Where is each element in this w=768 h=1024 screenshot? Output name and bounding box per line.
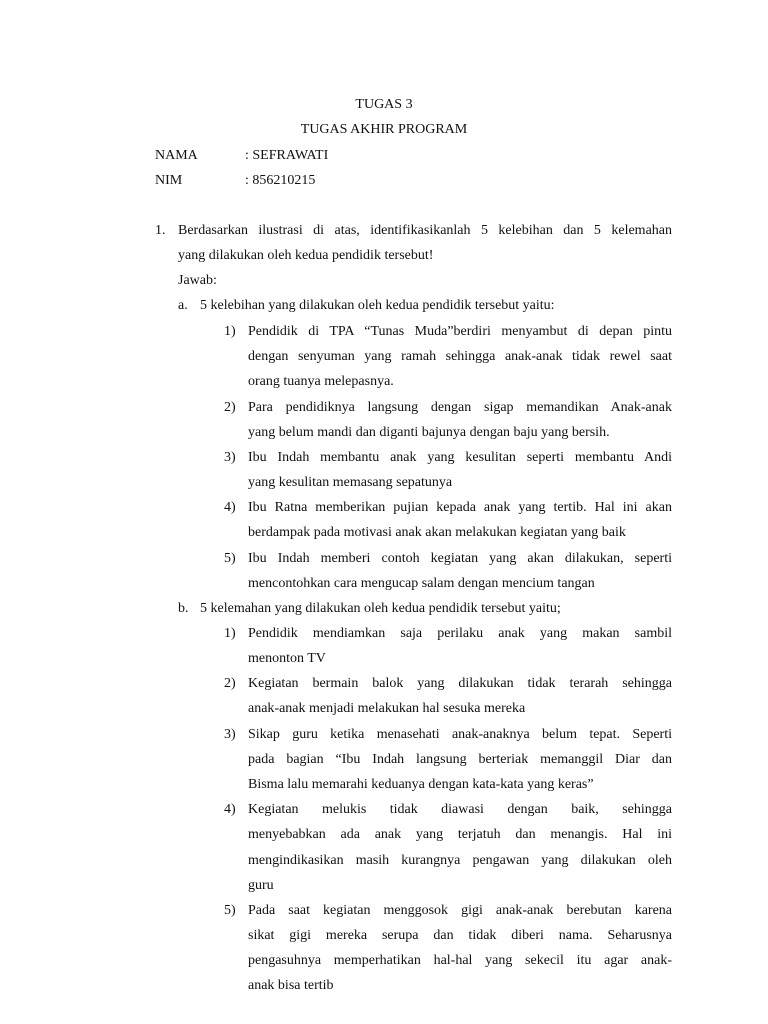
name-value: : SEFRAWATI <box>245 148 329 163</box>
nim-value: : 856210215 <box>245 173 316 188</box>
list-marker: 4) <box>224 802 236 817</box>
list-item-line: Para pendidiknya langsung dengan sigap memandikan Anak-anak <box>248 400 672 415</box>
list-marker: 3) <box>224 727 236 742</box>
list-marker: 1) <box>224 324 236 339</box>
section-b-heading: 5 kelemahan yang dilakukan oleh kedua pendidik tersebut yaitu; <box>200 601 561 616</box>
list-item-line: menyebabkan ada anak yang terjatuh dan menangis. Hal ini <box>248 827 672 842</box>
question-number: 1. <box>155 223 166 238</box>
list-marker: 5) <box>224 903 236 918</box>
list-item-line: dengan senyuman yang ramah sehingga anak-anak tidak rewel saat <box>248 349 672 364</box>
name-label: NAMA <box>155 148 198 163</box>
list-item-line: pengasuhnya memperhatikan hal-hal yang sekecil itu agar anak- <box>248 953 672 968</box>
list-item-line: berdampak pada motivasi anak akan melakukan kegiatan yang baik <box>248 525 626 540</box>
list-item-line: guru <box>248 878 274 893</box>
list-marker: 1) <box>224 626 236 641</box>
question-line: Berdasarkan ilustrasi di atas, identifikasikanlah 5 kelebihan dan 5 kelemahan <box>178 223 672 238</box>
list-marker: 4) <box>224 500 236 515</box>
nim-label: NIM <box>155 173 183 188</box>
list-item-line: Kegiatan bermain balok yang dilakukan tidak terarah sehingga <box>248 676 672 691</box>
list-item-line: pada bagian “Ibu Indah langsung berteriak memanggil Diar dan <box>248 752 672 767</box>
list-item-line: anak-anak menjadi melakukan hal sesuka mereka <box>248 701 526 716</box>
answer-label: Jawab: <box>178 273 217 288</box>
list-item-line: Pendidik mendiamkan saja perilaku anak yang makan sambil <box>248 626 672 641</box>
list-marker: 2) <box>224 676 236 691</box>
section-b-marker: b. <box>178 601 189 616</box>
list-item-line: Ibu Indah membantu anak yang kesulitan seperti membantu Andi <box>248 450 672 465</box>
list-item-line: yang kesulitan memasang sepatunya <box>248 475 453 490</box>
list-item-line: Pendidik di TPA “Tunas Muda”berdiri menyambut di depan pintu <box>248 324 672 339</box>
list-item-line: orang tuanya melepasnya. <box>248 374 394 389</box>
list-item-line: Bisma lalu memarahi keduanya dengan kata-kata yang keras” <box>248 777 594 792</box>
list-item-line: menonton TV <box>248 651 326 666</box>
list-item-line: anak bisa tertib <box>248 978 334 993</box>
list-item-line: Kegiatan melukis tidak diawasi dengan baik, sehingga <box>248 802 672 817</box>
list-item-line: sikat gigi mereka serupa dan tidak diberi nama. Seharusnya <box>248 928 672 943</box>
list-item-line: Sikap guru ketika menasehati anak-anaknya belum tepat. Seperti <box>248 727 672 742</box>
list-item-line: yang belum mandi dan diganti bajunya dengan baju yang bersih. <box>248 425 610 440</box>
list-item-line: Ibu Indah memberi contoh kegiatan yang akan dilakukan, seperti <box>248 551 672 566</box>
list-marker: 5) <box>224 551 236 566</box>
list-marker: 2) <box>224 400 236 415</box>
list-item-line: Pada saat kegiatan menggosok gigi anak-anak berebutan karena <box>248 903 672 918</box>
question-line: yang dilakukan oleh kedua pendidik tersebut! <box>178 248 434 263</box>
list-item-line: mencontohkan cara mengucap salam dengan mencium tangan <box>248 576 595 591</box>
section-a-marker: a. <box>178 298 188 313</box>
list-marker: 3) <box>224 450 236 465</box>
section-a-heading: 5 kelebihan yang dilakukan oleh kedua pendidik tersebut yaitu: <box>200 298 555 313</box>
list-item-line: mengindikasikan masih kurangnya pengawan yang dilakukan oleh <box>248 853 672 868</box>
doc-title: TUGAS 3 <box>355 97 413 112</box>
list-item-line: Ibu Ratna memberikan pujian kepada anak yang tertib. Hal ini akan <box>248 500 672 515</box>
doc-subtitle: TUGAS AKHIR PROGRAM <box>300 122 468 137</box>
